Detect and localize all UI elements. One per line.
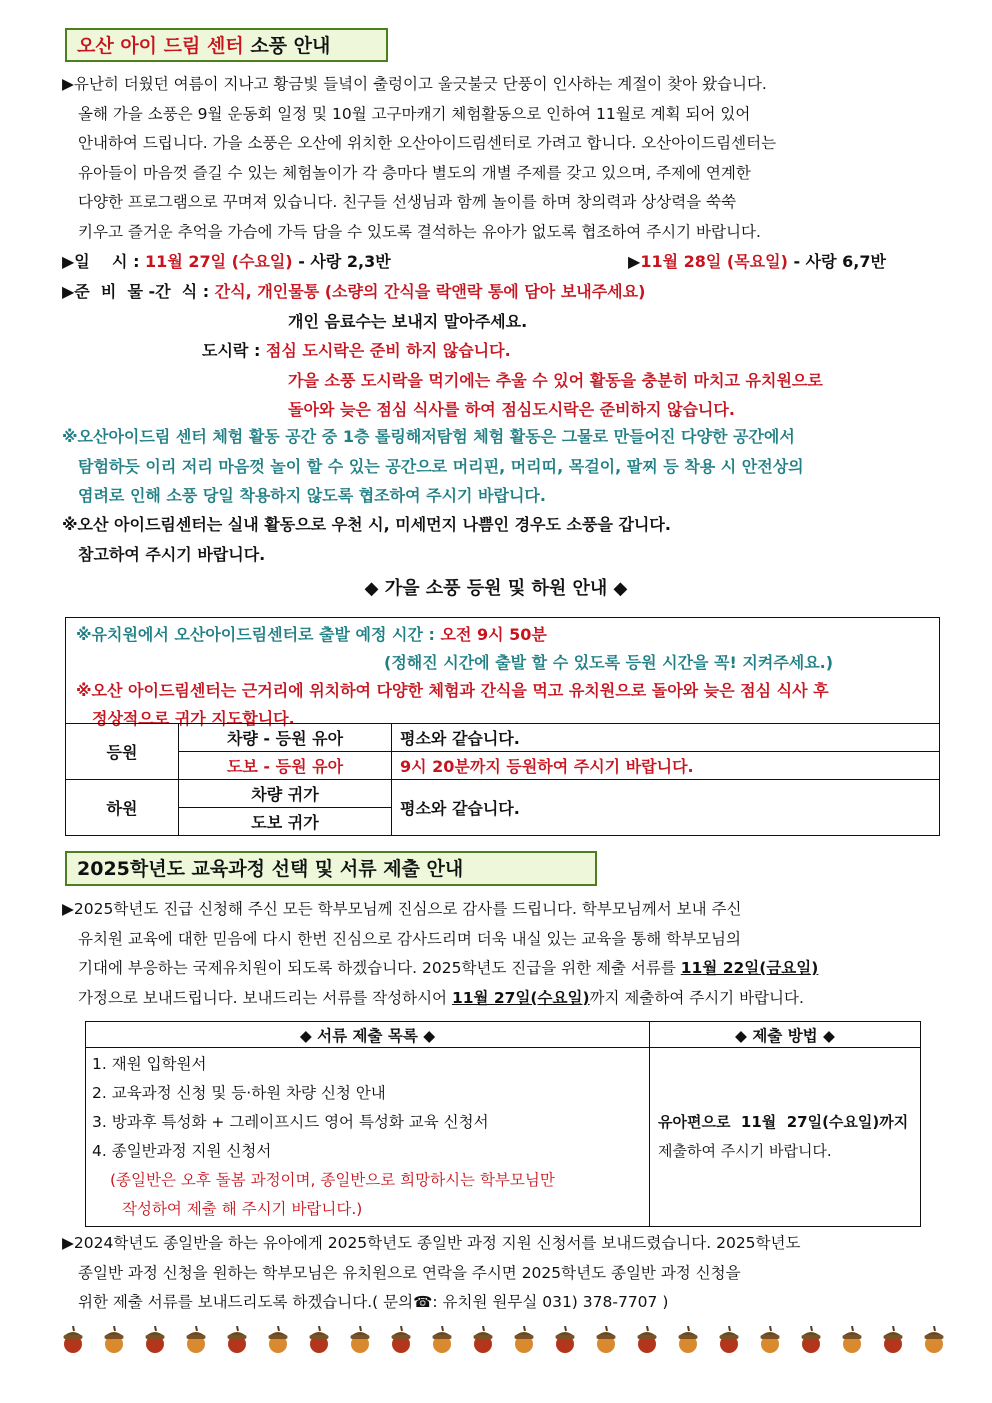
note-line: 탐험하듯 이리 저리 마음껏 놀이 할 수 있는 공간으로 머리핀, 머리띠, 목걸이, 팔찌 등 착용 시 안전상의 [78, 456, 804, 476]
return-note: 정상적으로 귀가 지도합니다. [92, 709, 295, 728]
acorn-icon [923, 1326, 945, 1354]
arrive-walk-text: 9시 20분까지 등원하여 주시기 바랍니다. [392, 752, 940, 780]
acorn-icon [144, 1326, 166, 1354]
intro-line-end: 까지 제출하여 주시기 바랍니다. [589, 988, 804, 1007]
title-suffix: 소풍 안내 [250, 35, 331, 57]
documents-table [85, 1021, 921, 1227]
prep-label: ▶준 비 물 -간 식 : [62, 282, 210, 301]
intro-line: 유치원 교육에 대한 믿음에 다시 한번 진심으로 감사드리며 더욱 내실 있는 교육을 통해 학부모님의 [78, 929, 741, 948]
weather-note [62, 510, 942, 569]
acorn-icon [677, 1326, 699, 1354]
date2-class: - 사랑 6,7반 [793, 252, 886, 271]
intro-line: 기대에 부응하는 국제유치원이 되도록 하겠습니다. 2025학년도 진급을 위한 제출 서류를 [78, 959, 676, 977]
note-line: 참고하여 주시기 바랍니다. [78, 544, 266, 564]
intro-line: ▶2025학년도 진급 신청해 주신 모든 학부모님께 진심으로 감사를 드립니다. 학부모님께서 보내 주신 [62, 900, 742, 918]
leave-label: 하원 [66, 780, 179, 836]
acorn-icon [513, 1326, 535, 1354]
depart-label: ※유치원에서 오산아이드림센터로 출발 예정 시간 : [76, 625, 435, 644]
depart-note: (정해진 시간에 출발 할 수 있도록 등원 시간을 꼭! 지켜주세요.) [384, 653, 834, 672]
docs-col-header: ◆ 서류 제출 목록 ◆ [86, 1022, 650, 1048]
lunch-text: 점심 도시락은 준비 하지 않습니다. [265, 341, 511, 360]
docs-list [86, 1048, 650, 1227]
picnic-section-title [65, 28, 388, 62]
curriculum-section-title: 2025학년도 교육과정 선택 및 서류 제출 안내 [65, 851, 597, 886]
submit-method [650, 1048, 921, 1227]
safety-note [62, 422, 942, 511]
commute-info-box [65, 617, 940, 728]
doc-item: 3. 방과후 특성화 + 그레이프시드 영어 특성화 교육 신청서 [92, 1113, 489, 1131]
lunch-text: 가을 소풍 도시락을 먹기에는 추울 수 있어 활동을 충분히 마치고 유치원으로 [288, 370, 823, 390]
acorn-icon [103, 1326, 125, 1354]
method-col-header: ◆ 제출 방법 ◆ [650, 1022, 921, 1048]
picnic-preparation [62, 277, 942, 425]
acorn-icon [390, 1326, 412, 1354]
acorn-icon [800, 1326, 822, 1354]
doc-note: (종일반은 오후 돌봄 과정이며, 종일반으로 희망하시는 학부모님만 [110, 1171, 555, 1189]
leave-bus: 차량 귀가 [179, 780, 392, 808]
date2-arrow: ▶ [628, 252, 641, 271]
prep-note: 개인 음료수는 보내지 말아주세요. [288, 311, 528, 331]
date1: 11월 27일 (수요일) [145, 252, 293, 271]
lunch-text: 돌아와 늦은 점심 식사를 하여 점심도시락은 준비하지 않습니다. [288, 400, 735, 419]
arrive-bus: 차량 - 등원 유아 [179, 724, 392, 752]
prep-snack: 간식, 개인물통 (소량의 간식을 락앤락 통에 담아 보내주세요) [214, 282, 646, 301]
acorn-icon [226, 1326, 248, 1354]
intro-line: 다양한 프로그램으로 꾸며져 있습니다. 친구들 선생님과 함께 놀이를 하며 창의력과 상상력을 쑥쑥 [78, 193, 737, 211]
acorn-icon [267, 1326, 289, 1354]
method-line: 제출하여 주시기 바랍니다. [658, 1142, 832, 1160]
acorn-icon [472, 1326, 494, 1354]
outro-line: 종일반 과정 신청을 원하는 학부모님은 유치원으로 연락을 주시면 2025학년도 종일반 과정 신청을 [78, 1263, 741, 1282]
acorn-icon [62, 1326, 84, 1354]
acorn-icon [431, 1326, 453, 1354]
return-note: ※오산 아이드림센터는 근거리에 위치하여 다양한 체험과 간식을 먹고 유치원으로 돌아와 늦은 점심 식사 후 [76, 681, 829, 700]
intro-line: 유아들이 마음껏 즐길 수 있는 체험놀이가 각 층마다 별도의 개별 주제를 갖고 있으며, 주제에 연계한 [78, 163, 751, 182]
commute-heading: ◆ 가을 소풍 등원 및 하원 안내 ◆ [364, 578, 628, 599]
arrive-bus-text: 평소와 같습니다. [392, 724, 940, 752]
acorn-icon [308, 1326, 330, 1354]
note-line: 염려로 인해 소풍 당일 착용하지 않도록 협조하여 주시기 바랍니다. [78, 486, 546, 505]
doc-item: 2. 교육과정 신청 및 등·하원 차량 신청 안내 [92, 1084, 386, 1102]
arrive-walk: 도보 - 등원 유아 [179, 752, 392, 780]
docs-due-date: 11월 27일(수요일) [451, 988, 590, 1007]
date1-class: - 사랑 2,3반 [298, 252, 391, 271]
doc-item: 1. 재원 입학원서 [92, 1055, 207, 1073]
title-center-name: 오산 아이 드림 센터 [77, 35, 244, 57]
acorn-icon [554, 1326, 576, 1354]
doc-item: 4. 종일반과정 지원 신청서 [92, 1142, 272, 1160]
acorn-icon [595, 1326, 617, 1354]
depart-time: 오전 9시 50분 [440, 625, 547, 644]
picnic-dates [62, 247, 942, 277]
date-label: ▶일 시 : [62, 252, 140, 271]
acorn-icon [841, 1326, 863, 1354]
note-line: ※오산아이드림 센터 체험 활동 공간 중 1층 롤링해저탐험 체험 활동은 그물로 만들어진 다양한 공간에서 [62, 427, 795, 446]
acorn-border [52, 1326, 952, 1360]
note-line: ※오산 아이드림센터는 실내 활동으로 우천 시, 미세먼지 나쁨인 경우도 소풍을 갑니다. [62, 515, 671, 534]
curriculum-intro [62, 895, 942, 1013]
outro-line: ▶2024학년도 종일반을 하는 유아에게 2025학년도 종일반 과정 지원 신청서를 보내드렸습니다. 2025학년도 [62, 1234, 801, 1252]
intro-line: ▶유난히 더웠던 여름이 지나고 황금빛 들녘이 출렁이고 울긋불긋 단풍이 인사하는 계절이 찾아 왔습니다. [62, 75, 767, 93]
outro-line: 위한 제출 서류를 보내드리도록 하겠습니다.( 문의☎: 유치원 원무실 031) 378-7707 ) [78, 1293, 669, 1311]
intro-line: 가정으로 보내드립니다. 보내드리는 서류를 작성하시어 [78, 988, 448, 1007]
acorn-icon [349, 1326, 371, 1354]
afterschool-notice [62, 1229, 942, 1318]
arrive-label: 등원 [66, 724, 179, 780]
docs-send-date: 11월 22일(금요일) [680, 959, 819, 977]
intro-line: 올해 가을 소풍은 9월 운동회 일정 및 10월 고구마캐기 체험활동으로 인하여 11월로 계획 되어 있어 [78, 104, 751, 123]
picnic-intro [62, 70, 942, 247]
intro-line: 키우고 즐거운 추억을 가슴에 가득 담을 수 있도록 결석하는 유아가 없도록 협조하여 주시기 바랍니다. [78, 222, 761, 241]
date2: 11월 28일 (목요일) [640, 252, 788, 271]
lunch-label: 도시락 : [202, 341, 261, 360]
acorn-icon [185, 1326, 207, 1354]
commute-table [65, 723, 940, 836]
acorn-icon [636, 1326, 658, 1354]
doc-note: 작성하여 제출 해 주시기 바랍니다.) [122, 1200, 363, 1218]
leave-walk: 도보 귀가 [179, 808, 392, 836]
acorn-icon [718, 1326, 740, 1354]
acorn-icon [882, 1326, 904, 1354]
intro-line: 안내하여 드립니다. 가을 소풍은 오산에 위치한 오산아이드림센터로 가려고 합니다. 오산아이드림센터는 [78, 134, 777, 152]
method-line: 유아편으로 11월 27일(수요일)까지 [658, 1113, 909, 1131]
leave-text: 평소와 같습니다. [392, 780, 940, 836]
acorn-icon [759, 1326, 781, 1354]
